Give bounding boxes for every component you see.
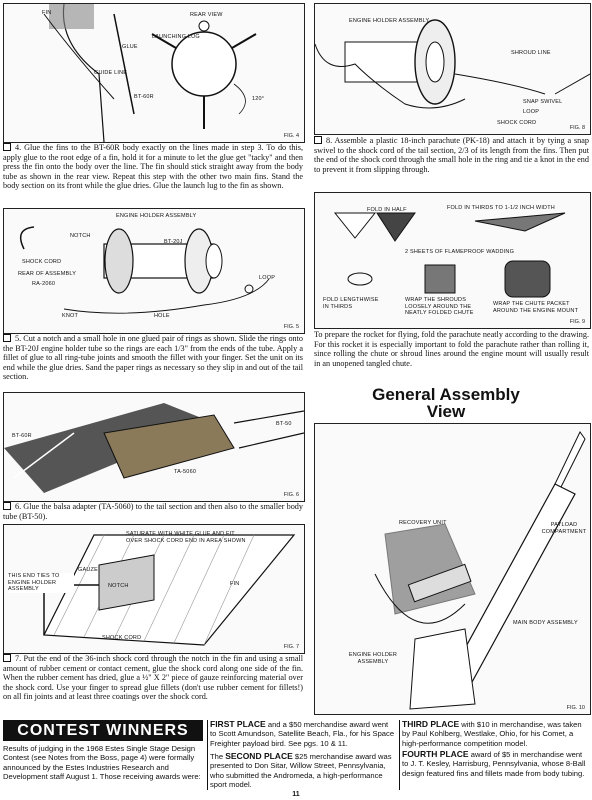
second-place-prefix: The	[210, 752, 224, 761]
fig10-main-body-label: MAIN BODY ASSEMBLY	[513, 620, 578, 626]
column-divider-2	[399, 720, 400, 790]
step-5-text: 5. Cut a notch and a small hole in one glued pair of rings as shown. Slide the rings onto the BT-20J engine holder tube so the rings are each 1/3" from the ends of the tube. Apply a fillet of glue to all ring-tube joints and smooth the fillet with your finger. Set the unit on its end while the glue dries. Sand the paper rings as necessary so they slip in and out of the tail section.	[3, 334, 303, 382]
fig7-notch-label: NOTCH	[108, 583, 129, 589]
fig8-number: FIG. 8	[569, 125, 585, 131]
fig10-payload-label: PAYLOAD COMPARTMENT	[541, 522, 587, 535]
step-8-checkbox	[314, 136, 322, 144]
step-5-checkbox	[3, 334, 11, 342]
fig7-this-end-label: THIS END TIES TO ENGINE HOLDER ASSEMBLY	[8, 573, 74, 593]
fig9-fold-thirds-label: FOLD IN THIRDS TO 1-1/2 INCH WIDTH	[447, 205, 555, 211]
second-place-label: SECOND PLACE	[225, 751, 293, 761]
fig8-shroud-label: SHROUD LINE	[511, 50, 551, 56]
fig7-fin-label: FIN	[230, 581, 240, 587]
page-number: 11	[292, 791, 300, 798]
contest-intro: Results of judging in the 1968 Estes Single Stage Design Contest (see Notes from the Boss, page 4) were formally announced by the Estes Industries Research and Development staff August 1. Those receiving awards were:	[3, 744, 201, 782]
fig8-swivel-label: SNAP SWIVEL	[523, 99, 563, 105]
fig5-number: FIG. 5	[283, 324, 299, 330]
fig7-number: FIG. 7	[283, 644, 299, 650]
figure-5	[3, 208, 305, 334]
figure-8	[314, 3, 591, 135]
fig5-rear-label: REAR OF ASSEMBLY	[18, 271, 77, 277]
step-8-text: 8. Assemble a plastic 18-inch parachute (PK-18) and attach it by tying a snap swivel to the shock cord of the tail section, 2/3 of its length from the fins. Then put the end of the shock cord through the small hole in the ring and tie a knot in the end to prevent it from slipping through.	[314, 136, 589, 174]
third-place-label: THIRD PLACE	[402, 719, 460, 729]
fig6-adapter-label: TA-5060	[174, 469, 197, 475]
figure-10-drawing	[315, 424, 590, 714]
fig8-engine-holder-label: ENGINE HOLDER ASSEMBLY	[349, 18, 430, 24]
step-4-text: 4. Glue the fins to the BT-60R body exactly on the lines made in step 3. To do this, apply glue to the root edge of a fin, hold it for a minute to let the glue get "tacky" and then press the fin onto the body over the line. The fin should stick straight away from the body tube as shown in the rear view. Repeat this step with the other two main fins. Stand the body section on its front while the glue dries. Glue the launch lug to the fin as shown.	[3, 143, 303, 191]
prep-text: To prepare the rocket for flying, fold the parachute neatly according to the drawing. For this rocket it is especially important to fold the parachute rather than rolling it, since rolling the chute or shroud lines around the engine mount will usually result in an unopened tangled chute.	[314, 330, 589, 368]
first-place-label: FIRST PLACE	[210, 719, 266, 729]
fig5-loop-label: LOOP	[259, 275, 276, 281]
fig4-angle-label: 120°	[252, 96, 265, 102]
general-assembly-title: General Assembly View	[372, 385, 520, 421]
first-place-text: and a $50 merchandise award went to Scott Amundson, Satellite Beach, Fla., for his Space Freighter payload bird. See pgs. 10 & 11.	[210, 720, 395, 748]
fig10-engine-holder-label: ENGINE HOLDER ASSEMBLY	[348, 652, 398, 665]
contest-winners-heading: CONTEST WINNERS	[3, 720, 203, 741]
fig7-saturate-label: SATURATE WITH WHITE GLUE AND FIT OVER SHOCK CORD END IN AREA SHOWN	[126, 531, 246, 544]
fig5-knot-label: KNOT	[62, 313, 79, 319]
figure-4-drawing	[4, 4, 304, 142]
first-place-entry	[210, 720, 396, 748]
column-divider-1	[207, 720, 208, 790]
fig5-ring-label: RA-2060	[32, 281, 56, 287]
figure-9	[314, 192, 591, 329]
figure-6-drawing	[4, 393, 304, 501]
fourth-place-label: FOURTH PLACE	[402, 749, 469, 759]
fig9-wrap-label: WRAP THE SHROUDS LOOSELY AROUND THE NEATLY FOLDED CHUTE	[405, 297, 474, 316]
fig4-number: FIG. 4	[283, 133, 299, 139]
fig5-notch-label: NOTCH	[70, 233, 91, 239]
figure-7	[3, 524, 305, 654]
step-7-checkbox	[3, 654, 11, 662]
fig5-hole-label: HOLE	[154, 313, 170, 319]
step-4-checkbox	[3, 143, 11, 151]
fig5-shock-label: SHOCK CORD	[22, 259, 62, 265]
fig10-number: FIG. 10	[566, 705, 585, 711]
fig8-loop-label: LOOP	[523, 109, 540, 115]
fig4-rear-view-label: REAR VIEW	[190, 12, 223, 18]
fig5-engine-holder-label: ENGINE HOLDER ASSEMBLY	[116, 213, 197, 219]
fig6-tube-label: BT-60R	[12, 433, 32, 439]
fig9-number: FIG. 9	[569, 319, 585, 325]
fig6-number: FIG. 6	[283, 492, 299, 498]
fig9-wrap2-label: WRAP THE CHUTE PACKET AROUND THE ENGINE MOUNT	[493, 301, 579, 314]
step-6-checkbox	[3, 502, 11, 510]
figure-4	[3, 3, 305, 143]
step-7-text: 7. Put the end of the 36-inch shock cord through the notch in the fin and using a small amount of rubber cement or contact cement, glue the shock cord along one side of the fin. When the rubber cement has dried, glue a ½" X 2" piece of gauze reinforcing material over the shock cord. Use your finger to spread glue fillets (don't use rubber cement for fillets!) on all fin joints and at least three coatings over the shock cord.	[3, 654, 303, 702]
third-place-text: with $10 in merchandise, was taken by Paul Kohlberg, Westlake, Ohio, for his Comet, a high-performance competition model.	[402, 720, 582, 748]
fig6-tube2-label: BT-50	[276, 421, 292, 427]
fig9-fold-length-label: FOLD LENGTHWISE IN THIRDS	[323, 297, 379, 310]
fig10-recovery-label: RECOVERY UNIT	[399, 520, 447, 526]
fig4-fin-label: FIN	[42, 10, 52, 16]
fig5-tube-label: BT-20J	[164, 239, 183, 245]
third-place-entry	[402, 720, 589, 748]
fig9-fold-half-label: FOLD IN HALF	[367, 207, 407, 213]
step-6-text: 6. Glue the balsa adapter (TA-5060) to the tail section and then also to the smaller body tube (BT-50).	[3, 502, 303, 521]
fig4-tube-label: BT-60R	[134, 94, 154, 100]
second-place-text: $25 merchandise award was presented to Don Sitar, Willow Street, Pennsylvania, who submitted the Andromeda, a high-performance sport model.	[210, 752, 392, 790]
fig7-shock-label: SHOCK CORD	[102, 635, 142, 641]
fig4-guide-label: GUIDE LINE	[94, 70, 128, 76]
fig4-lug-label: LAUNCHING LUG	[152, 34, 200, 40]
fourth-place-text: award of $5 in merchandise went to J. T. Kesley, Harrisburg, Pennsylvania, whose 8-Ball design featured fins and fillets made from body tubing.	[402, 750, 586, 778]
fourth-place-entry	[402, 750, 589, 778]
fig7-gauze-label: GAUZE	[78, 567, 98, 573]
fig9-wadding-label: 2 SHEETS OF FLAMEPROOF WADDING	[405, 249, 515, 255]
figure-6	[3, 392, 305, 502]
fig8-shock-label: SHOCK CORD	[497, 120, 537, 126]
fig4-glue-label: GLUE	[122, 44, 138, 50]
figure-10	[314, 423, 591, 715]
second-place-entry	[210, 752, 396, 790]
